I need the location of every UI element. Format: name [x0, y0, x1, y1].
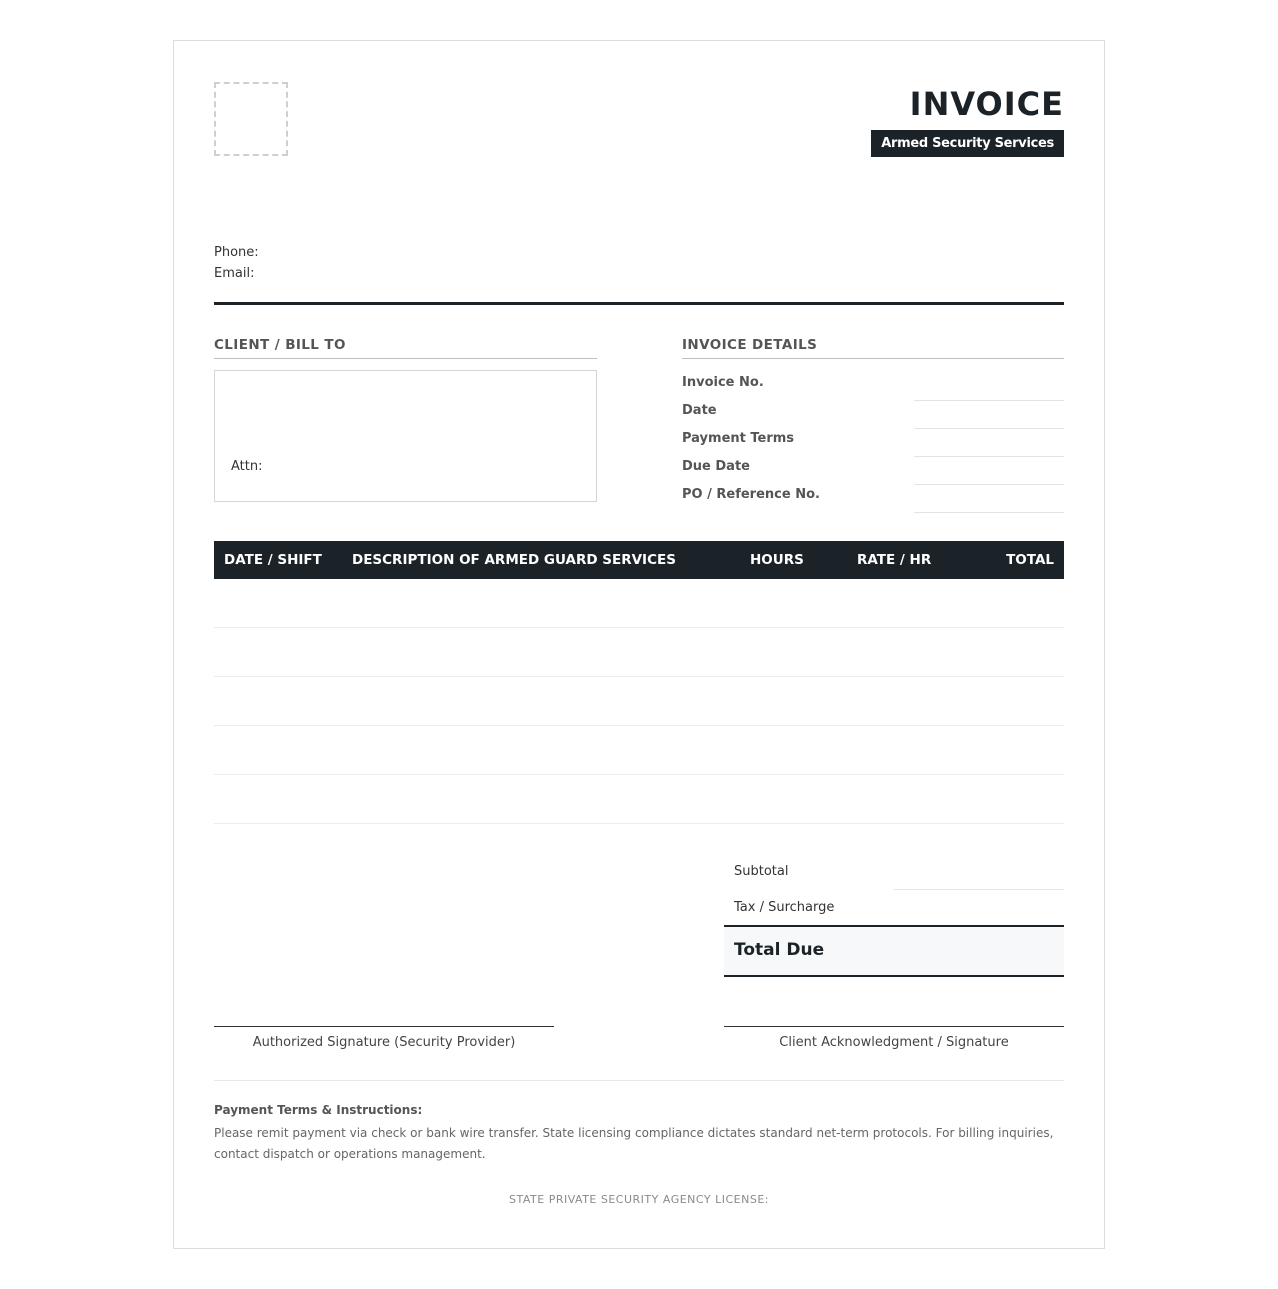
- invoice-page: [173, 40, 1105, 1249]
- detail-row-po-reference: [682, 485, 1064, 513]
- contact-info: [214, 242, 259, 284]
- table-row[interactable]: [214, 677, 1064, 726]
- terms-text: Please remit payment via check or bank wire transfer. State licensing compliance dictates standard net-term protocols. For billing inquiries, contact dispatch or operations management.: [214, 1126, 1054, 1161]
- table-row[interactable]: [214, 579, 1064, 628]
- invoice-content: [214, 41, 1064, 1248]
- detail-label: Date: [682, 403, 717, 418]
- provider-signature-label: Authorized Signature (Security Provider): [252, 1035, 516, 1050]
- column-hours: HOURS: [750, 552, 804, 568]
- detail-label: Due Date: [682, 459, 750, 474]
- table-row[interactable]: [214, 726, 1064, 775]
- invoice-title: INVOICE: [909, 85, 1064, 123]
- client-signature-line[interactable]: [724, 1026, 1064, 1050]
- client-signature-label: Client Acknowledgment / Signature: [779, 1035, 1009, 1050]
- attn-label: Attn:: [231, 459, 263, 474]
- table-row[interactable]: [214, 775, 1064, 824]
- column-total: TOTAL: [1006, 552, 1054, 568]
- service-type-badge: Armed Security Services: [871, 130, 1064, 157]
- footer-divider: [214, 1080, 1064, 1081]
- client-heading: CLIENT / BILL TO: [214, 337, 597, 359]
- terms-title: Payment Terms & Instructions:: [214, 1103, 423, 1117]
- total-due-row: [724, 925, 1064, 977]
- email-label: Email:: [214, 266, 255, 281]
- detail-row-date: [682, 401, 1064, 429]
- phone-label: Phone:: [214, 245, 259, 260]
- license-text: STATE PRIVATE SECURITY AGENCY LICENSE:: [509, 1193, 769, 1206]
- provider-signature-line[interactable]: [214, 1026, 554, 1050]
- po-reference-field[interactable]: [914, 512, 1064, 513]
- tax-label: Tax / Surcharge: [734, 900, 835, 915]
- client-address-box[interactable]: [214, 370, 597, 502]
- subtotal-label: Subtotal: [734, 864, 789, 879]
- header-divider: [214, 302, 1064, 305]
- detail-row-due-date: [682, 457, 1064, 485]
- logo-placeholder[interactable]: [214, 82, 288, 156]
- column-rate: RATE / HR: [857, 552, 932, 568]
- invoice-details-heading: INVOICE DETAILS: [682, 337, 1064, 359]
- detail-row-invoice-no: [682, 373, 1064, 401]
- detail-label: Invoice No.: [682, 375, 764, 390]
- detail-label: Payment Terms: [682, 431, 795, 446]
- tax-row: [724, 890, 1064, 926]
- subtotal-row: [724, 854, 1064, 890]
- total-due-label: Total Due: [734, 940, 825, 960]
- table-row[interactable]: [214, 628, 1064, 677]
- column-date-shift: DATE / SHIFT: [224, 552, 322, 568]
- services-table-header: [214, 541, 1064, 579]
- detail-row-payment-terms: [682, 429, 1064, 457]
- detail-label: PO / Reference No.: [682, 487, 820, 502]
- column-description: DESCRIPTION OF ARMED GUARD SERVICES: [352, 552, 676, 568]
